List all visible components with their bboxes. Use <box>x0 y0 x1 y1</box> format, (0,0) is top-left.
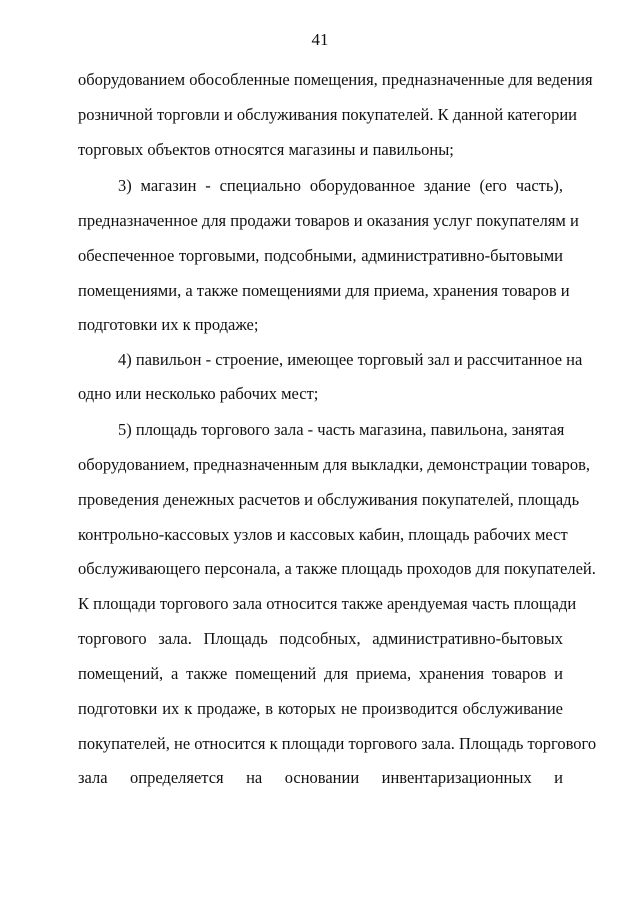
text-line: торговых объектов относятся магазины и павильоны; <box>78 140 454 159</box>
text-line: К площади торгового зала относится также арендуемая часть площади <box>78 594 577 613</box>
text-line: обеспеченное торговыми, подсобными, административно-бытовыми <box>78 246 563 265</box>
page-number: 41 <box>311 30 329 49</box>
text-line: предназначенное для продажи товаров и оказания услуг покупателям и <box>78 211 579 230</box>
text-line: оборудованием, предназначенным для выкладки, демонстрации товаров, <box>78 455 591 474</box>
text-line: помещениями, а также помещениями для приема, хранения товаров и <box>78 281 570 300</box>
text-line: покупателей, не относится к площади торгового зала. Площадь торгового <box>78 734 597 753</box>
text-line: контрольно-кассовых узлов и кассовых кабин, площадь рабочих мест <box>78 525 568 544</box>
text-line: помещений, а также помещений для приема, хранения товаров и <box>78 664 563 683</box>
text-line: оборудованием обособленные помещения, предназначенные для ведения <box>78 70 593 89</box>
text-line: 4) павильон - строение, имеющее торговый зал и рассчитанное на <box>118 350 583 369</box>
text-line: 3) магазин - специально оборудованное здание (его часть), <box>118 176 563 195</box>
text-line: торгового зала. Площадь подсобных, административно-бытовых <box>78 629 563 648</box>
text-line: подготовки их к продаже; <box>78 315 259 334</box>
text-line: розничной торговли и обслуживания покупателей. К данной категории <box>78 105 578 124</box>
text-line: обслуживающего персонала, а также площадь проходов для покупателей. <box>78 559 596 578</box>
text-line: подготовки их к продаже, в которых не производится обслуживание <box>78 699 563 718</box>
text-line: проведения денежных расчетов и обслуживания покупателей, площадь <box>78 490 580 509</box>
text-line: зала определяется на основании инвентаризационных и <box>78 768 563 787</box>
text-line: 5) площадь торгового зала - часть магазина, павильона, занятая <box>118 420 565 439</box>
text-line: одно или несколько рабочих мест; <box>78 384 319 403</box>
